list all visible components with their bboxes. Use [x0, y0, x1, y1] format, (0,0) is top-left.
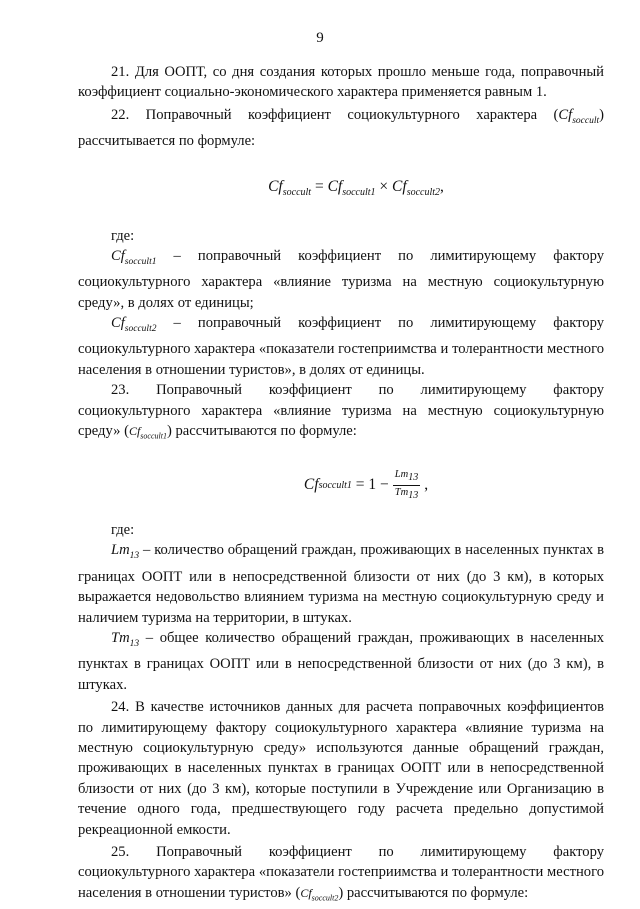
var-cf-soccult2: $Cf_{soccult2}$ — [111, 315, 157, 335]
var-cf-soccult2-inline: $Cf_{soccult2}$ — [300, 885, 339, 903]
paragraph-24: 24. В качестве источников данных для расчета поправочных коэффициентов по лимитирующему фактору социокультурного характера «влияние туризма на местную социокультурную среду» используются данные обращений граждан, проживающих в населенных пунктах в границах ООПТ или в непосредственной близости от них (до 3 км), которые поступили в Учреждение или Организацию в течение одного года, предшествующего году расчета предельно допустимой рекреационной емкости. — [78, 699, 604, 838]
page-number: 9 — [316, 30, 324, 46]
paragraph-22-tail: ) рассчитывается по формуле: — [78, 106, 604, 150]
paragraph-21: 21. Для ООПТ, со дня создания которых прошло меньше года, поправочный коэффициент социально-экономического характера применяется равным 1. — [78, 64, 604, 101]
var-cf-soccult1: $Cf_{soccult1}$ — [111, 248, 157, 267]
var-cf-soccult1-inline: $Cf_{soccult1}$ — [128, 424, 167, 441]
formula-cf-soccult1: Cf soccult1 = 1 − $\frac{Lm_{13}}{Tm_{13}}$ , — [303, 468, 429, 502]
fraction-lm-tm: $\frac{Lm_{13}}{Tm_{13}}$ — [394, 468, 419, 502]
page-content — [78, 62, 604, 909]
var-lm13: $Lm_{13}$ — [111, 542, 140, 562]
definition-cf-soccult2: $Cf_{soccult2}$ – поправочный коэффициент по лимитирующему фактору социокультурного характера «показатели гостеприимства и толерантности местного населения в отношении туристов», в долях от единицы. — [78, 315, 604, 378]
formula-cf-soccult: $Cf_{soccult} = Cf_{soccult1} \times Cf_{soccult2}$, — [268, 177, 444, 198]
paragraph-23: 23. Поправочный коэффициент по лимитирующему фактору социокультурного характера «влияние туризма на местную социокультурную среду» $(Cf_{soccult1})$ рассчитываются по формуле: — [78, 382, 604, 441]
where-label-1: где: — [111, 227, 135, 244]
definition-tm13: $Tm_{13}$ – общее количество обращений граждан, проживающих в населенных пунктах в границах ООПТ или в непосредственной близости от них (до 3 км), в штуках. — [78, 630, 604, 693]
paragraph-22-text: 22. Поправочный коэффициент социокультурного характера ( — [111, 106, 559, 123]
var-tm13: $Tm_{13}$ — [111, 630, 140, 649]
definition-cf-soccult1: $Cf_{soccult1}$ – поправочный коэффициент по лимитирующему фактору социокультурного характера «влияние туризма на местную социокультурную среду», в долях от единицы; — [78, 248, 604, 311]
definition-lm13: $Lm_{13}$ – количество обращений граждан, проживающих в населенных пунктах в границах ООПТ или в непосредственной близости от них (до 3 км), в которых выражается недовольство влиянием туризма на местную социокультурную среду и наличием туризма на территории, в штуках. — [78, 542, 604, 626]
paragraph-25: 25. Поправочный коэффициент по лимитирующему фактору социокультурного характера «показатели гостеприимства и толерантности местного населения в отношении туристов» $(Cf_{soccult2})$ рассчитываются по формуле: — [78, 843, 604, 903]
var-cf-soccult: $Cf_{soccult}$ — [558, 106, 600, 126]
where-label-2: где: — [111, 522, 135, 539]
paragraph-22 — [78, 105, 604, 152]
